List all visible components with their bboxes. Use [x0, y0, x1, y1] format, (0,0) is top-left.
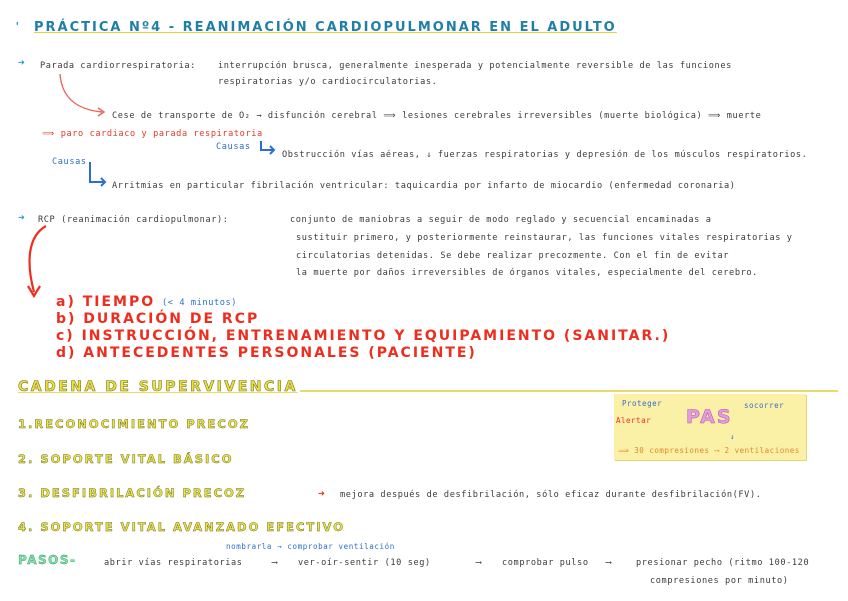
rcp-line2: sustituir primero, y posteriormente reinstaurar, las funciones vitales respiratorias y [296, 233, 793, 243]
factor-c: c) INSTRUCCIÓN, ENTRENAMIENTO Y EQUIPAMIENTO (SANITAR.) [56, 328, 671, 344]
paro-red-note: ⟹ paro cardiaco y parada respiratoria [42, 129, 263, 139]
rcp-line3: circulatorias detenidas. Se debe realizar precozmente. Con el fin de evitar [296, 251, 730, 261]
pasos-step4: presionar pecho (ritmo 100-120 [636, 558, 810, 568]
chain-step-1: 1.RECONOCIMIENTO PRECOZ [18, 417, 250, 431]
paro-term: Parada cardiorrespiratoria: [40, 61, 196, 71]
rcp-line4: la muerte por daños irreversibles de órganos vitales, especialmente del cerebro. [296, 268, 758, 278]
pasos-label: PASOS- [18, 553, 77, 567]
paro-def-line2: respiratorias y/o cardiocirculatorias. [218, 77, 438, 87]
page-title: PRÁCTICA Nº4 - REANIMACIÓN CARDIOPULMONAR EN EL ADULTO [34, 20, 617, 35]
factor-a-note: (< 4 minutos) [162, 298, 238, 308]
red-curved-arrow-icon [52, 72, 112, 122]
pasos-arrow-2: ⟶ [476, 558, 482, 568]
paro-cause3: Arritmias en particular fibrilación ventricular: taquicardia por infarto de miocardio (enfermedad coronaria) [112, 181, 736, 191]
pasos-step3: comprobar pulso [502, 558, 589, 568]
paro-cause2: Obstrucción vías aéreas, ↓ fuerzas respiratorias y depresión de los músculos respiratorios. [282, 150, 808, 160]
header-marker: ' [14, 20, 21, 33]
paro-cause1: Cese de transporte de O₂ → disfunción cerebral ⟹ lesiones cerebrales irreversibles (muerte biológica) ⟹ muerte [112, 111, 762, 121]
sticky-note-card [614, 394, 806, 460]
blue-arrow-icon [258, 139, 278, 155]
pasos-step2: ver-oír-sentir (10 seg) [298, 558, 431, 568]
pasos-arrow-1: ⟶ [272, 558, 278, 568]
note-pas: PAS [686, 406, 733, 428]
chain-step-4: 4. SOPORTE VITAL AVANZADO EFECTIVO [18, 520, 345, 534]
chain-step-2: 2. SOPORTE VITAL BÁSICO [18, 452, 234, 466]
note-bottom: ⟹ 30 compresiones ⟶ 2 ventilaciones [618, 446, 800, 455]
pasos-above-note: nombrarla → comprobar ventilación [226, 542, 395, 551]
blue-down-arrow-icon [84, 160, 108, 190]
chain-step-3-note: mejora después de desfibrilación, sólo eficaz durante desfibrilación(FV). [340, 490, 762, 500]
factor-d: d) ANTECEDENTES PERSONALES (PACIENTE) [56, 345, 477, 361]
paro-def-line1: interrupción brusca, generalmente inesperada y potencialmente reversible de las funciones [218, 61, 732, 71]
note-small-mark: ↓ [730, 432, 736, 441]
note-alert: Alertar [616, 416, 652, 425]
chain-title: CADENA DE SUPERVIVENCIA [18, 379, 298, 395]
causas-blue-label: Causas [216, 142, 251, 152]
rcp-marker: ➜ [18, 211, 25, 224]
chain-step-3: 3. DESFIBRILACIÓN PRECOZ [18, 486, 247, 500]
pasos-step1: abrir vías respiratorias [104, 558, 243, 568]
chain-underline [300, 390, 838, 392]
pasos-step5: compresiones por minuto) [650, 576, 789, 586]
note-socorrer: socorrer [744, 401, 785, 410]
rcp-line1: conjunto de maniobras a seguir de modo reglado y secuencial encaminadas a [290, 215, 712, 225]
red-arrow-icon: ➜ [318, 487, 325, 500]
causas-left-label: Causas [52, 157, 87, 167]
red-bracket-arrow-icon [24, 222, 58, 304]
paro-marker: ➜ [18, 56, 25, 69]
pasos-arrow-3: ⟶ [606, 558, 612, 568]
note-protect: Proteger [622, 399, 663, 408]
factor-b: b) DURACIÓN DE RCP [56, 311, 260, 327]
rcp-term: RCP (reanimación cardiopulmonar): [38, 215, 229, 225]
factor-a: a) TIEMPO [56, 294, 156, 310]
